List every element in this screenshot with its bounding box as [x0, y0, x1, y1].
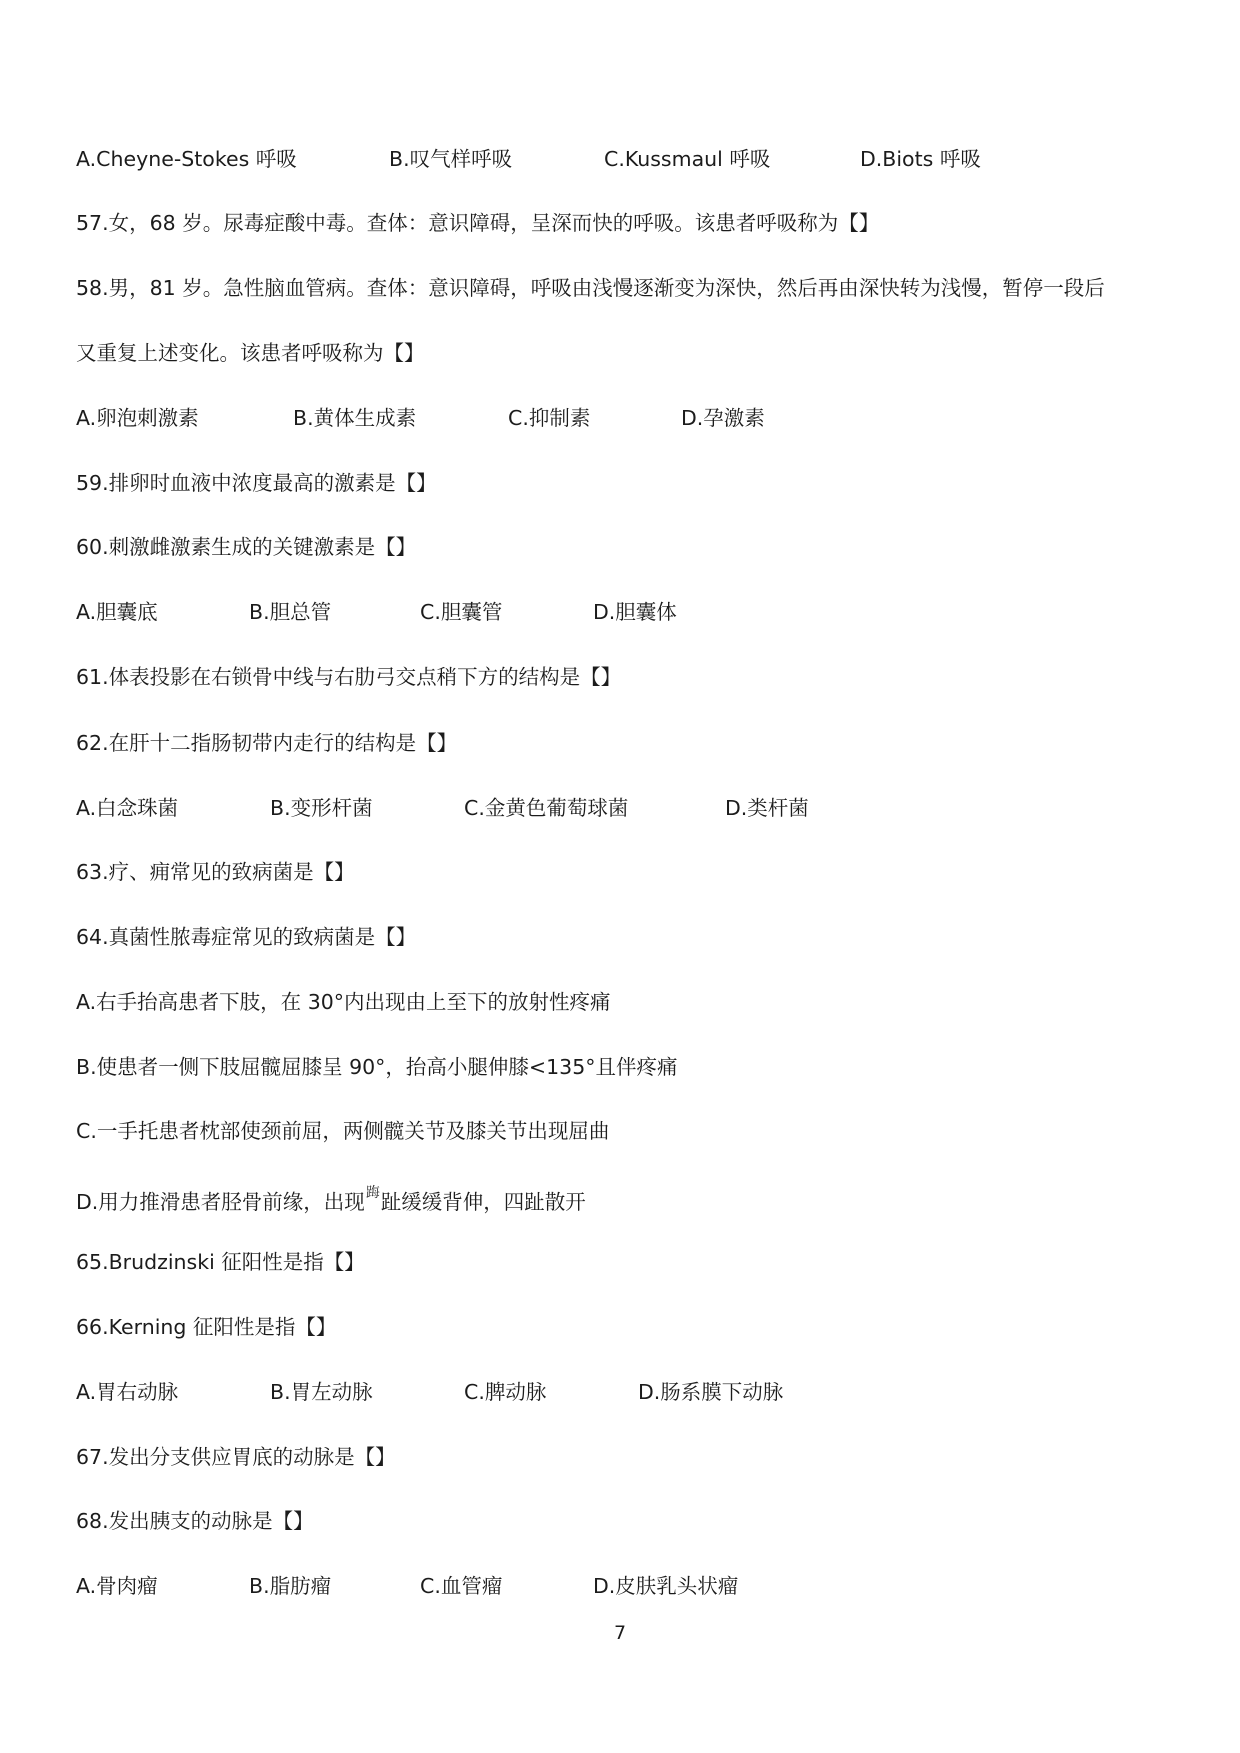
- option-a: A.Cheyne-Stokes 呼吸: [76, 147, 297, 171]
- option-c: C.血管瘤: [420, 1574, 503, 1598]
- option-b: B.胃左动脉: [270, 1380, 373, 1404]
- option-row-gallbladder: [0, 597, 1240, 627]
- question-68: 68.发出胰支的动脉是【】: [76, 1509, 314, 1533]
- option-c: C.金黄色葡萄球菌: [464, 796, 629, 820]
- sign-option-c: C.一手托患者枕部使颈前屈，两侧髋关节及膝关节出现屈曲: [76, 1119, 610, 1143]
- option-row-hormones: [0, 403, 1240, 433]
- option-b: B.黄体生成素: [293, 406, 417, 430]
- question-61: 61.体表投影在右锁骨中线与右肋弓交点稍下方的结构是【】: [76, 665, 622, 689]
- question-67: 67.发出分支供应胃底的动脉是【】: [76, 1445, 396, 1469]
- question-62: 62.在肝十二指肠韧带内走行的结构是【】: [76, 731, 458, 755]
- sign-option-d: [76, 1187, 586, 1217]
- option-c: C.胆囊管: [420, 600, 503, 624]
- option-a: A.胃右动脉: [76, 1380, 179, 1404]
- sign-option-d-text-end: 趾缓缓背伸，四趾散开: [380, 1190, 586, 1214]
- option-d: D.Biots 呼吸: [860, 147, 981, 171]
- sign-option-b: B.使患者一侧下肢屈髋屈膝呈 90°，抬高小腿伸膝<135°且伴疼痛: [76, 1055, 678, 1079]
- option-b: B.变形杆菌: [270, 796, 373, 820]
- option-a: A.胆囊底: [76, 600, 158, 624]
- option-d: D.肠系膜下动脉: [638, 1380, 784, 1404]
- option-d: D.皮肤乳头状瘤: [593, 1574, 739, 1598]
- question-60: 60.刺激雌激素生成的关键激素是【】: [76, 535, 417, 559]
- question-64: 64.真菌性脓毒症常见的致病菌是【】: [76, 925, 417, 949]
- question-63: 63.疗、痈常见的致病菌是【】: [76, 860, 355, 884]
- sign-option-a: A.右手抬高患者下肢，在 30°内出现由上至下的放射性疼痛: [76, 990, 611, 1014]
- option-d: D.孕激素: [681, 406, 765, 430]
- page-number: 7: [613, 1622, 627, 1644]
- option-row-pathogens: [0, 793, 1240, 823]
- sign-option-d-text-start: D.用力推滑患者胫骨前缘，出现: [76, 1190, 365, 1214]
- question-58: 58.男，81 岁。急性脑血管病。查体：意识障碍，呼吸由浅慢逐渐变为深快，然后再由深快转为浅慢，暂停一段后: [76, 276, 1105, 300]
- question-57: 57.女，68 岁。尿毒症酸中毒。查体：意识障碍，呈深而快的呼吸。该患者呼吸称为【】: [76, 211, 880, 235]
- toe-character-image: 踇: [365, 1185, 380, 1201]
- option-d: D.类杆菌: [725, 796, 809, 820]
- option-d: D.胆囊体: [593, 600, 677, 624]
- option-c: C.脾动脉: [464, 1380, 547, 1404]
- option-b: B.胆总管: [249, 600, 332, 624]
- option-a: A.卵泡刺激素: [76, 406, 199, 430]
- option-row-arteries: [0, 1377, 1240, 1407]
- option-c: C.Kussmaul 呼吸: [604, 147, 771, 171]
- question-66: 66.Kerning 征阳性是指【】: [76, 1315, 337, 1339]
- option-a: A.骨肉瘤: [76, 1574, 158, 1598]
- option-b: B.脂肪瘤: [249, 1574, 332, 1598]
- option-b: B.叹气样呼吸: [389, 147, 513, 171]
- option-a: A.白念珠菌: [76, 796, 179, 820]
- option-row-tumors: [0, 1571, 1240, 1601]
- question-58-continued: 又重复上述变化。该患者呼吸称为【】: [76, 341, 425, 365]
- option-c: C.抑制素: [508, 406, 591, 430]
- question-59: 59.排卵时血液中浓度最高的激素是【】: [76, 471, 437, 495]
- option-row-breathing: [0, 144, 1240, 174]
- question-65: 65.Brudzinski 征阳性是指【】: [76, 1250, 365, 1274]
